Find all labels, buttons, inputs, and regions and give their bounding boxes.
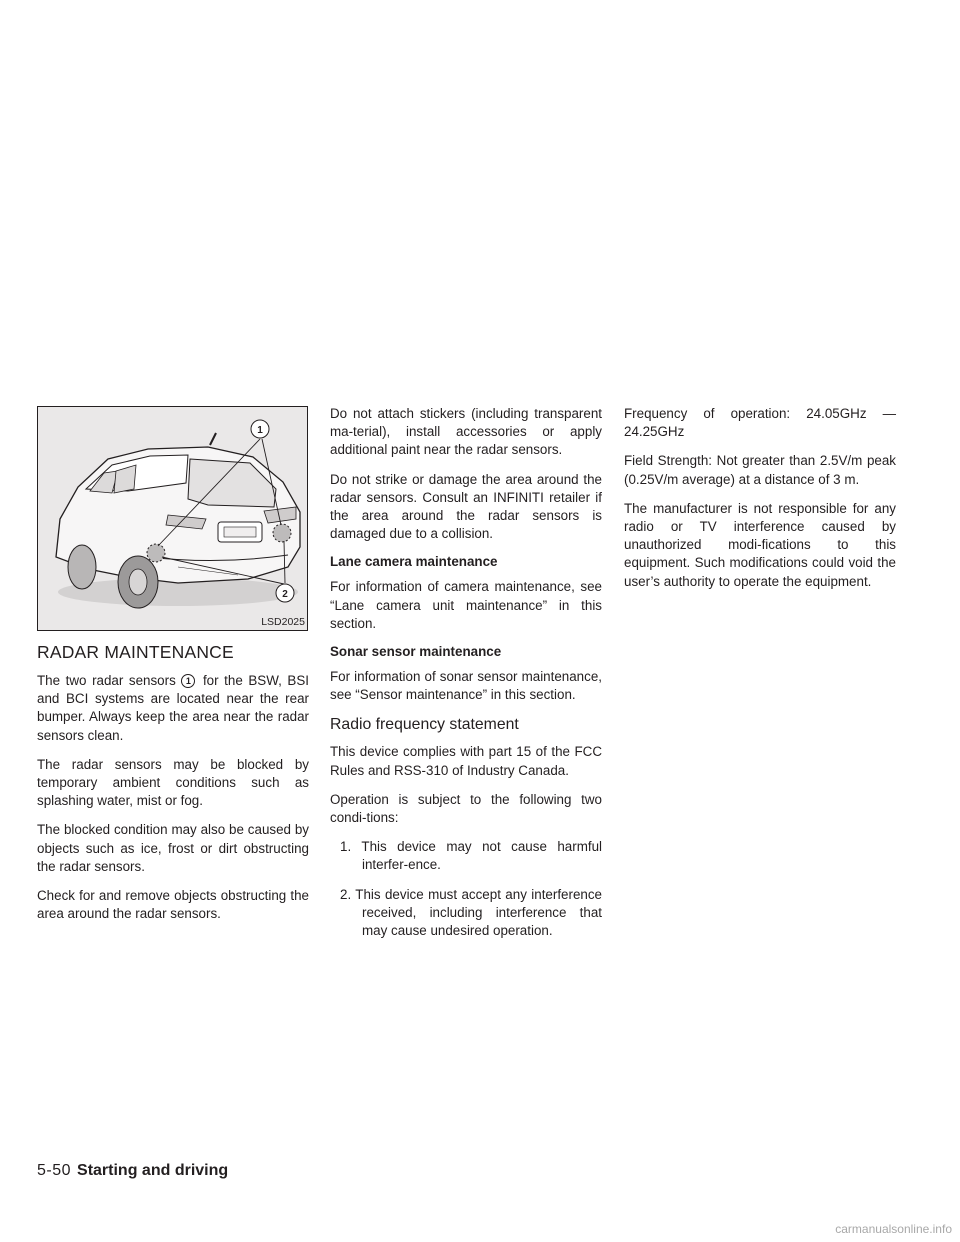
radio-frequency-heading: Radio frequency statement bbox=[330, 716, 519, 734]
sonar-heading: Sonar sensor maintenance bbox=[330, 644, 502, 660]
radar-sensor-figure bbox=[37, 406, 308, 631]
column-right bbox=[624, 405, 896, 602]
sonar-text: For information of sonar sensor maintenance, see “Sensor maintenance” in this section. bbox=[330, 669, 602, 703]
radar-maintenance-heading: RADAR MAINTENANCE bbox=[37, 642, 234, 662]
disclaimer-text: The manufacturer is not responsible for any radio or TV interference caused by unauthorized modi-fications to this equipment. Such modifications could void the user’s authority to operate the equipment. bbox=[624, 500, 896, 589]
callout-1-label: 1 bbox=[257, 425, 263, 436]
vehicle-rear-illustration bbox=[38, 407, 307, 630]
frequency-text: Frequency of operation: 24.05GHz — 24.25GHz bbox=[624, 406, 896, 440]
radio-paragraph-1: This device complies with part 15 of the FCC Rules and RSS-310 of Industry Canada. bbox=[330, 744, 602, 778]
callout-1-icon: 1 bbox=[181, 674, 195, 688]
radar-paragraph-6: Do not strike or damage the area around the radar sensors. Consult an INFINITI retailer if the area around the radar sensors is damaged due to a collision. bbox=[330, 471, 602, 542]
conditions-list bbox=[330, 838, 602, 940]
list-item: 2. This device must accept any interference received, including interference that may cause undesired operation. bbox=[340, 886, 602, 939]
lane-camera-text: For information of camera maintenance, see “Lane camera unit maintenance” in this section. bbox=[330, 579, 602, 631]
page-footer bbox=[37, 1162, 228, 1180]
radar-paragraph-1: The two radar sensors 1 for the BSW, BSI and BCI systems are located near the rear bumper. Always keep the area near the radar sensors clean. bbox=[37, 673, 309, 743]
lane-camera-heading: Lane camera maintenance bbox=[330, 554, 498, 570]
callout-2-label: 2 bbox=[282, 589, 288, 600]
list-item: 1. This device may not cause harmful interfer-ence. bbox=[340, 839, 602, 873]
page-number: 5-50 bbox=[37, 1162, 72, 1179]
radar-paragraph-5: Do not attach stickers (including transparent ma-terial), install accessories or apply additional paint near the radar sensors. bbox=[330, 406, 602, 458]
watermark: carmanualsonline.info bbox=[835, 1222, 952, 1236]
radar-paragraph-3: The blocked condition may also be caused by objects such as ice, frost or dirt obstructing the radar sensors. bbox=[37, 822, 309, 874]
radar-paragraph-4: Check for and remove objects obstructing the area around the radar sensors. bbox=[37, 888, 309, 922]
figure-code: LSD2025 bbox=[261, 616, 305, 628]
column-middle bbox=[330, 405, 602, 951]
column-left bbox=[37, 406, 309, 934]
field-strength-text: Field Strength: Not greater than 2.5V/m peak (0.25V/m average) at a distance of 3 m. bbox=[624, 453, 896, 487]
section-title: Starting and driving bbox=[77, 1162, 229, 1179]
radar-paragraph-2: The radar sensors may be blocked by temporary ambient conditions such as splashing water, mist or fog. bbox=[37, 756, 309, 809]
radio-paragraph-2: Operation is subject to the following two condi-tions: bbox=[330, 791, 602, 826]
